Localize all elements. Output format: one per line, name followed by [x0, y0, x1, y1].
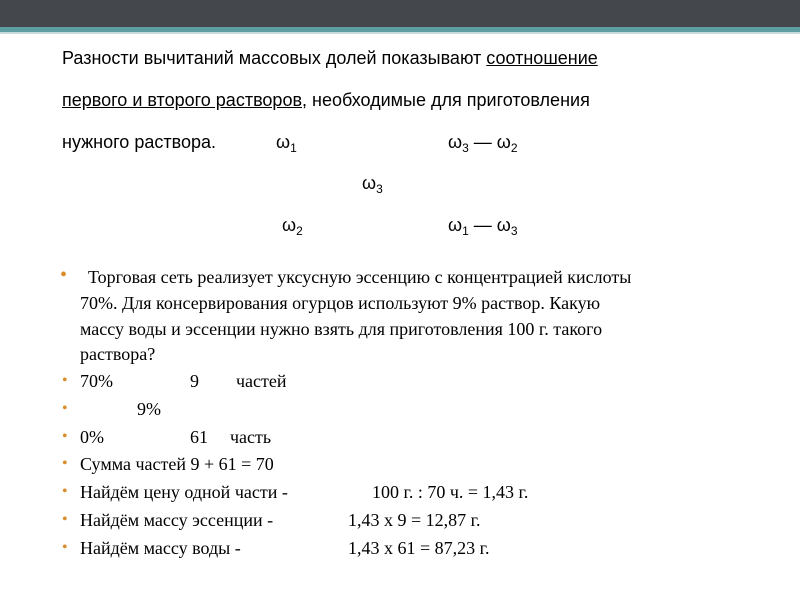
problem-line-4: раствора?: [80, 344, 156, 364]
step-5-a: Найдём цену одной части -: [80, 482, 288, 502]
step-7-a: Найдём массу воды -: [80, 538, 241, 558]
step-5-b: 100 г. : 70 ч. = 1,43 г.: [372, 482, 529, 502]
step-1-b: 9: [190, 371, 199, 391]
bullet-icon: •: [62, 483, 68, 500]
bullet-icon: •: [62, 400, 68, 417]
step-2-a: 9%: [137, 399, 161, 419]
problem-line-1: Торговая сеть реализует уксусную эссенцию с концентрацией кислоты: [88, 267, 632, 287]
problem-line-3: массу воды и эссенции нужно взять для приготовления 100 г. такого: [80, 319, 603, 339]
intro-text: , необходимые для приготовления: [302, 90, 590, 110]
diagram-difference-bottom: $\omega_1$ — $\omega_3$: [448, 215, 518, 238]
step-6-b: 1,43 х 9 = 12,87 г.: [348, 510, 481, 530]
problem-line-2: 70%. Для консервирования огурцов используют 9% раствор. Какую: [80, 293, 601, 313]
slide-top-bar: [0, 0, 800, 27]
bullet-icon: •: [62, 455, 68, 472]
diagram-omega-1: $\omega_1$: [276, 132, 297, 155]
intro-text: Разности вычитаний массовых долей показывают: [62, 48, 487, 68]
step-6-a: Найдём массу эссенции -: [80, 510, 274, 530]
bullet-icon: •: [62, 539, 68, 556]
intro-line-1: [62, 47, 598, 69]
intro-underlined-text: соотношение: [486, 48, 598, 68]
step-3-a: 0%: [80, 427, 104, 447]
bullet-icon: •: [62, 428, 68, 445]
step-7-b: 1,43 х 61 = 87,23 г.: [348, 538, 490, 558]
step-1-a: 70%: [80, 371, 113, 391]
step-3-c: часть: [230, 427, 272, 447]
slide-accent-thin-bar: [0, 32, 800, 34]
bullet-icon: •: [60, 264, 68, 286]
step-1-c: частей: [236, 371, 287, 391]
bullet-icon: •: [62, 511, 68, 528]
step-4-a: Сумма частей 9 + 61 = 70: [80, 454, 274, 474]
bullet-icon: •: [62, 372, 68, 389]
intro-text: нужного раствора.: [62, 132, 216, 152]
diagram-difference-top: $\omega_3$ — $\omega_2$: [448, 132, 518, 155]
intro-line-3: [62, 131, 216, 153]
diagram-omega-2: $\omega_2$: [282, 215, 303, 238]
intro-line-2: [62, 89, 590, 111]
intro-underlined-text: первого и второго растворов: [62, 90, 303, 110]
step-3-b: 61: [190, 427, 208, 447]
diagram-omega-center: $\omega_3$: [362, 173, 383, 196]
